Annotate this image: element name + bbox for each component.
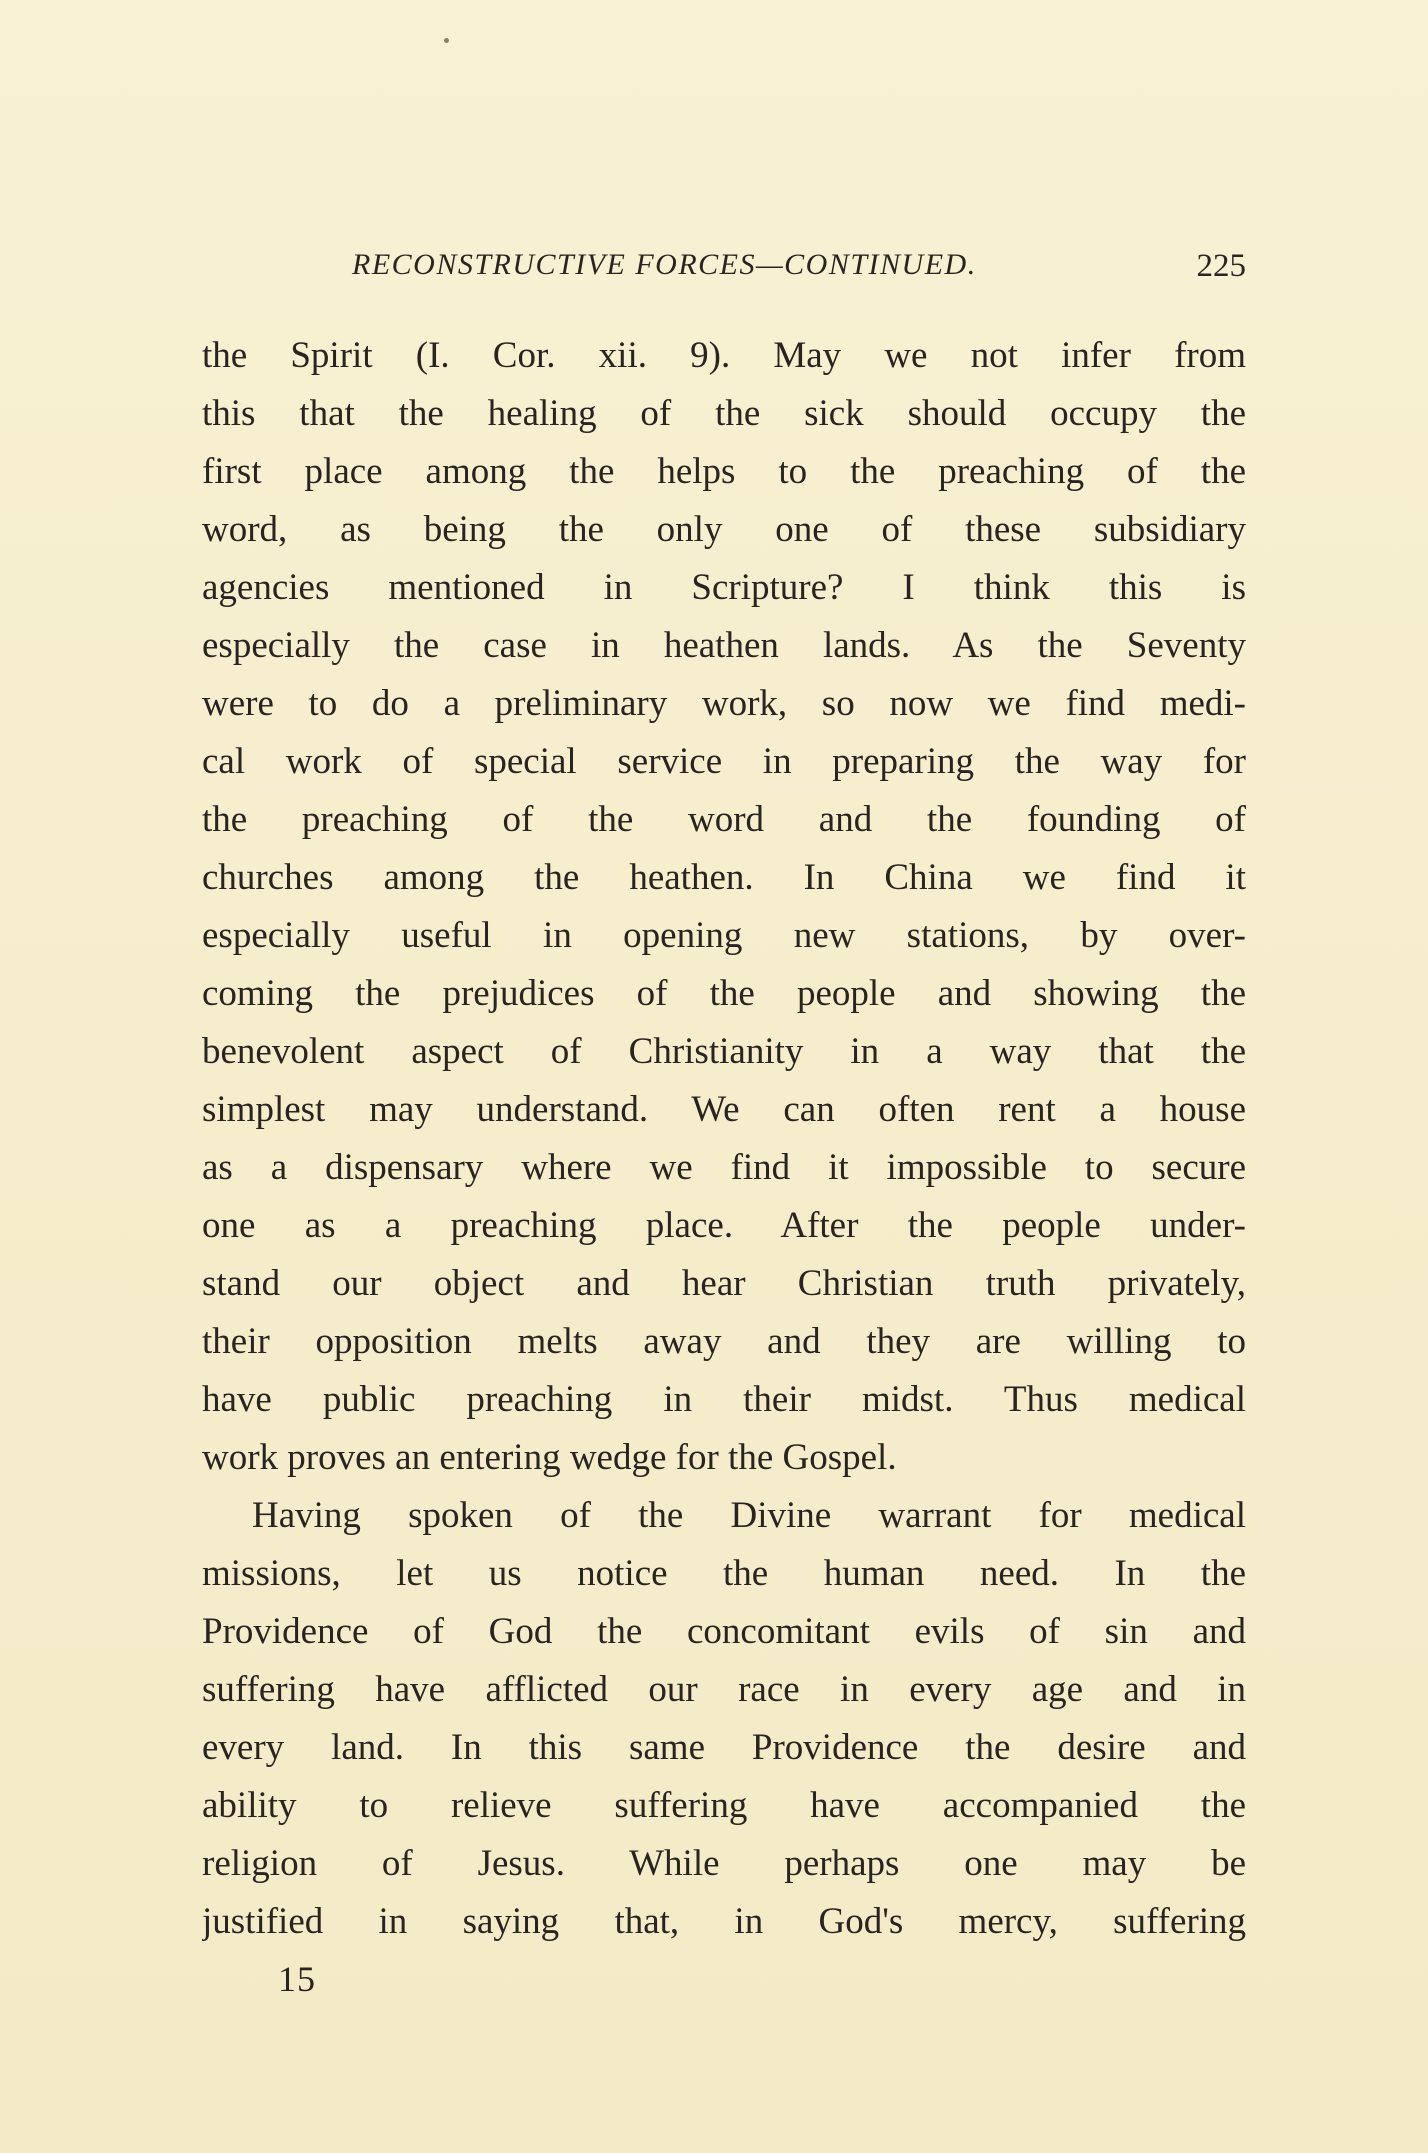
- page-header: [352, 248, 1246, 292]
- text-line: simplest may understand. We can often rent a house: [202, 1089, 1246, 1130]
- text-line: the Spirit (I. Cor. xii. 9). May we not infer from: [202, 335, 1246, 376]
- ink-speck: [444, 38, 449, 43]
- signature-mark: 15: [278, 1959, 316, 1999]
- text-line: Providence of God the concomitant evils of sin and: [202, 1611, 1246, 1652]
- text-line: word, as being the only one of these subsidiary: [202, 509, 1246, 550]
- text-line: as a dispensary where we find it impossible to secure: [202, 1147, 1246, 1188]
- text-line: first place among the helps to the preaching of the: [202, 451, 1246, 492]
- text-line: especially useful in opening new stations, by over-: [202, 915, 1246, 956]
- text-line: this that the healing of the sick should occupy the: [202, 393, 1246, 434]
- text-line: religion of Jesus. While perhaps one may be: [202, 1843, 1246, 1884]
- text-line: the preaching of the word and the founding of: [202, 799, 1246, 840]
- text-line: ability to relieve suffering have accompanied the: [202, 1785, 1246, 1826]
- text-line: were to do a preliminary work, so now we find medi-: [202, 683, 1246, 724]
- text-line: Having spoken of the Divine warrant for medical: [252, 1495, 1246, 1536]
- text-line: agencies mentioned in Scripture? I think this is: [202, 567, 1246, 608]
- text-line: benevolent aspect of Christianity in a way that the: [202, 1031, 1246, 1072]
- text-line: coming the prejudices of the people and showing the: [202, 973, 1246, 1014]
- text-line: their opposition melts away and they are willing to: [202, 1321, 1246, 1362]
- page-number: 225: [1196, 248, 1246, 284]
- text-line: missions, let us notice the human need. In the: [202, 1553, 1246, 1594]
- body-text: [202, 327, 1246, 1951]
- text-line: have public preaching in their midst. Thus medical: [202, 1379, 1246, 1420]
- text-line: stand our object and hear Christian truth privately,: [202, 1263, 1246, 1304]
- text-line: especially the case in heathen lands. As the Seventy: [202, 625, 1246, 666]
- text-line: one as a preaching place. After the people under-: [202, 1205, 1246, 1246]
- text-line: work proves an entering wedge for the Gospel.: [202, 1437, 897, 1478]
- text-line: suffering have afflicted our race in every age and in: [202, 1669, 1246, 1710]
- running-head: RECONSTRUCTIVE FORCES—CONTINUED.: [352, 248, 977, 281]
- text-line: cal work of special service in preparing the way for: [202, 741, 1246, 782]
- text-line: every land. In this same Providence the desire and: [202, 1727, 1246, 1768]
- text-line: churches among the heathen. In China we find it: [202, 857, 1246, 898]
- text-line: justified in saying that, in God's mercy, suffering: [202, 1901, 1246, 1942]
